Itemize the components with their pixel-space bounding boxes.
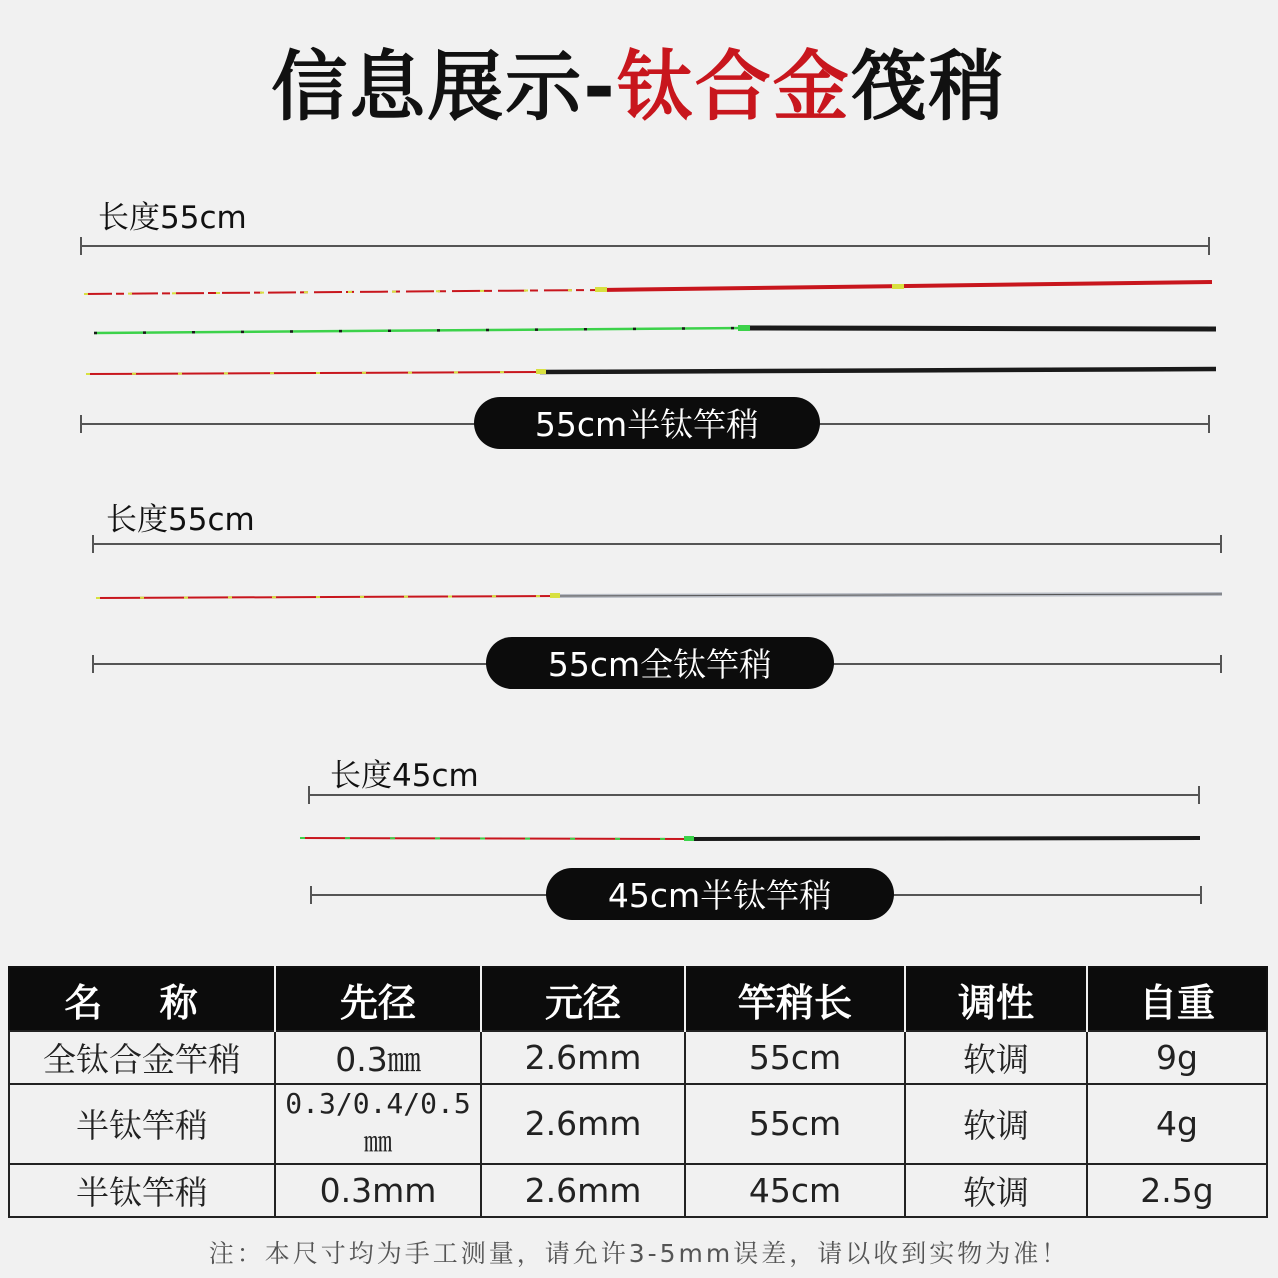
cell-weight: 9g (1087, 1031, 1267, 1084)
measurement-note: 注：本尺寸均为手工测量，请允许3-5mm误差，请以收到实物为准！ (208, 1239, 1070, 1268)
table-row (9, 1084, 1267, 1165)
cell-name: 半钛竿稍 (9, 1084, 275, 1165)
header-length: 竿稍长 (685, 967, 905, 1031)
product-pill-3: 45cm半钛竿稍 (546, 868, 894, 920)
length-dimension-line-3 (308, 794, 1200, 796)
header-base-diameter: 元径 (481, 967, 685, 1031)
table-row (9, 1031, 1267, 1084)
length-label-1: 长度55cm (98, 200, 247, 236)
cell-action: 软调 (905, 1031, 1087, 1084)
cell-length: 55cm (685, 1031, 905, 1084)
title-tail: 筏稍 (850, 42, 1007, 131)
header-tip-diameter: 先径 (275, 967, 481, 1031)
cell-tip: 0.3㎜ (275, 1031, 481, 1084)
length-label-3: 长度45cm (330, 758, 479, 794)
title-main: 信息展示- (271, 42, 617, 131)
rod-half-titanium-green (94, 325, 1216, 333)
rod-half-titanium-45 (300, 836, 1200, 841)
product-pill-2: 55cm全钛竿稍 (486, 637, 834, 689)
length-dimension-line-2 (92, 543, 1222, 545)
cell-length: 55cm (685, 1084, 905, 1165)
cell-weight: 4g (1087, 1084, 1267, 1165)
cell-tip: 0.3mm (275, 1164, 481, 1217)
cell-length: 45cm (685, 1164, 905, 1217)
length-label-2: 长度55cm (106, 502, 255, 538)
header-weight: 自重 (1087, 967, 1267, 1031)
cell-base: 2.6mm (481, 1164, 685, 1217)
cell-tip: 0.3/0.4/0.5㎜ (275, 1084, 481, 1165)
header-action: 调性 (905, 967, 1087, 1031)
title-accent: 钛合金 (616, 42, 851, 131)
cell-base: 2.6mm (481, 1031, 685, 1084)
cell-name: 半钛竿稍 (9, 1164, 275, 1217)
cell-base: 2.6mm (481, 1084, 685, 1165)
product-pill-1: 55cm半钛竿稍 (474, 397, 820, 449)
rod-full-titanium (96, 593, 1222, 598)
length-dimension-line-1 (80, 245, 1210, 247)
cell-name: 全钛合金竿稍 (9, 1031, 275, 1084)
table-header-row (9, 967, 1267, 1031)
cell-action: 软调 (905, 1084, 1087, 1165)
rod-half-titanium-red (84, 282, 1212, 294)
spec-table (8, 966, 1268, 1218)
table-row (9, 1164, 1267, 1217)
cell-weight: 2.5g (1087, 1164, 1267, 1217)
rod-half-titanium-black (86, 369, 1216, 374)
cell-action: 软调 (905, 1164, 1087, 1217)
header-name: 名 称 (9, 967, 275, 1031)
